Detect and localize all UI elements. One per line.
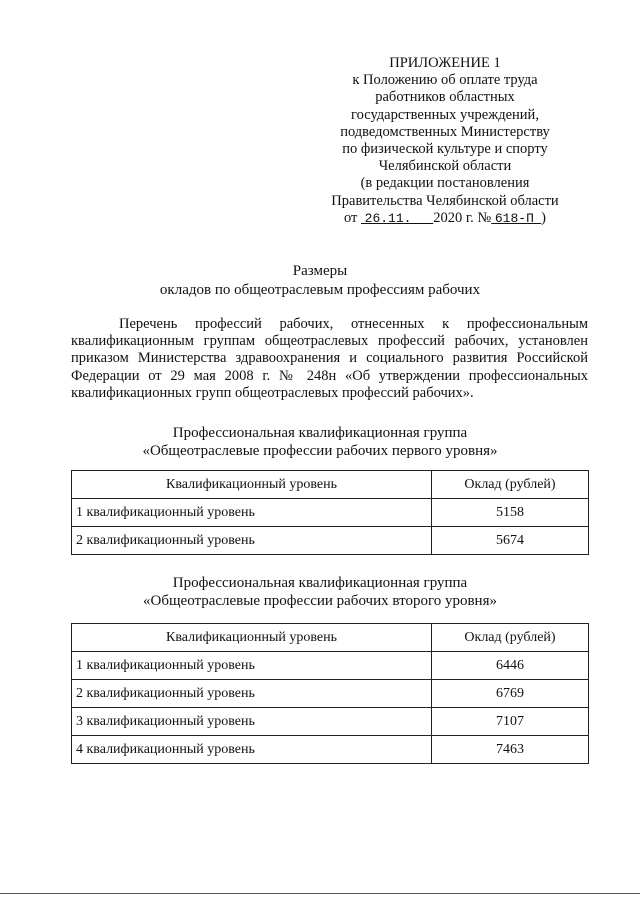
level-cell: 2 квалификационный уровень	[72, 527, 432, 555]
title-line-1: Размеры	[292, 263, 348, 279]
appendix-line: по физической культуре и спорту	[342, 141, 548, 158]
col-level-header: Квалификационный уровень	[72, 624, 432, 652]
table-row	[72, 736, 589, 764]
salary-cell: 5158	[432, 499, 589, 527]
salary-cell: 7463	[432, 736, 589, 764]
appendix-line: государственных учреждений,	[351, 106, 539, 123]
table-row	[72, 652, 589, 680]
document-title	[0, 262, 640, 300]
appendix-line: Правительства Челябинской области	[331, 192, 559, 209]
col-salary-header: Оклад (рублей)	[432, 471, 589, 499]
group-heading-line-1: Профессиональная квалификационная группа	[172, 575, 468, 591]
table-row	[72, 708, 589, 736]
salary-cell: 6446	[432, 652, 589, 680]
group-1-heading	[0, 424, 640, 460]
level-cell: 4 квалификационный уровень	[72, 736, 432, 764]
salary-cell: 5674	[432, 527, 589, 555]
appendix-line: работников областных	[375, 89, 515, 106]
date-stamp: 26.11.	[364, 210, 412, 226]
scan-bottom-edge	[0, 893, 640, 894]
year-text: 2020 г. №	[433, 209, 492, 226]
level-cell: 1 квалификационный уровень	[72, 652, 432, 680]
appendix-line: подведомственных Министерству	[340, 123, 550, 140]
table-header-row	[72, 471, 589, 499]
level-cell: 1 квалификационный уровень	[72, 499, 432, 527]
title-line-2: окладов по общеотраслевым профессиям рабочих	[159, 282, 481, 298]
intro-paragraph: Перечень профессий рабочих, отнесенных к профессиональным квалификационным группам общеотраслевых профессий рабочих, установлен приказом Министерства здравоохранения и социального развития Российской Федерации от 29 мая 2008 г. № 248н «Об утверждении профессиональных квалификационных групп общеотраслевых профессий рабочих».	[71, 316, 588, 401]
group-heading-line-2: «Общеотраслевые профессии рабочих первого уровня»	[142, 443, 498, 459]
salary-cell: 7107	[432, 708, 589, 736]
appendix-date-line	[330, 210, 560, 227]
salary-cell: 6769	[432, 680, 589, 708]
group-heading-line-2: «Общеотраслевые профессии рабочих второго уровня»	[143, 593, 497, 609]
group-2-table	[71, 623, 589, 764]
appendix-line: Челябинской области	[378, 158, 512, 175]
group-heading-line-1: Профессиональная квалификационная группа	[172, 425, 468, 441]
appendix-line: (в редакции постановления	[360, 175, 530, 192]
table-header-row	[72, 624, 589, 652]
group-1-table	[71, 470, 589, 555]
appendix-line: к Положению об оплате труда	[352, 72, 538, 89]
closing-paren: )	[541, 209, 546, 226]
table-row	[72, 499, 589, 527]
col-level-header: Квалификационный уровень	[72, 471, 432, 499]
table-row	[72, 680, 589, 708]
level-cell: 2 квалификационный уровень	[72, 680, 432, 708]
number-stamp: 618-П	[494, 210, 534, 226]
table-row	[72, 527, 589, 555]
level-cell: 3 квалификационный уровень	[72, 708, 432, 736]
appendix-title: ПРИЛОЖЕНИЕ 1	[389, 55, 501, 71]
date-prefix: от	[344, 209, 358, 226]
appendix-block	[330, 55, 560, 227]
col-salary-header: Оклад (рублей)	[432, 624, 589, 652]
group-2-heading	[0, 574, 640, 610]
